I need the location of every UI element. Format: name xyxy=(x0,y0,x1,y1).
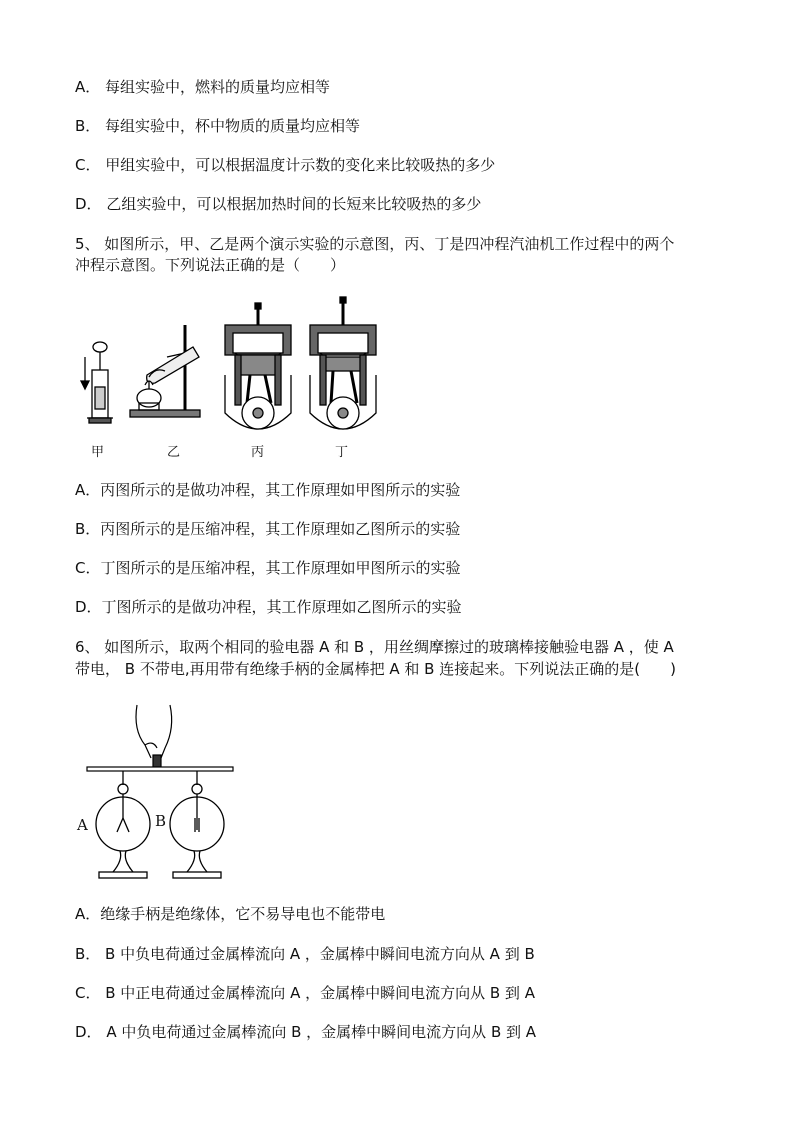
q6-stem-line2: 带电， B 不带电,再用带有绝缘手柄的金属棒把 A 和 B 连接起来。下列说法正确的是( ) xyxy=(75,660,676,678)
q5-stem-line2: 冲程示意图。下列说法正确的是（ ） xyxy=(75,256,346,274)
q4-option-b: B． 每组实验中，杯中物质的质量均应相等 xyxy=(75,117,361,135)
q6-stem-line1: 6、 如图所示，取两个相同的验电器 A 和 B ，用丝绸摩擦过的玻璃棒接触验电器 A ，使 A xyxy=(75,638,674,656)
q4-option-c: C． 甲组实验中，可以根据温度计示数的变化来比较吸热的多少 xyxy=(75,156,496,174)
electroscope-b-illustration xyxy=(170,771,224,878)
q5-figure xyxy=(75,295,395,460)
figure-label-yi: 乙 xyxy=(167,445,181,460)
figure-label-ding: 丁 xyxy=(335,445,349,460)
q6-figure xyxy=(75,700,245,885)
q4-option-d: D． 乙组实验中，可以根据加热时间的长短来比较吸热的多少 xyxy=(75,195,482,213)
electroscope-a-illustration xyxy=(96,771,150,878)
q5-option-c: C．丁图所示的是压缩冲程，其工作原理如甲图所示的实验 xyxy=(75,559,461,577)
q6-option-b: B． B 中负电荷通过金属棒流向 A ，金属棒中瞬间电流方向从 A 到 B xyxy=(75,945,535,963)
figure-label-jia: 甲 xyxy=(91,445,105,460)
q6-option-a: A．绝缘手柄是绝缘体，它不易导电也不能带电 xyxy=(75,905,386,923)
engine-stroke-d-illustration xyxy=(310,297,376,429)
q5-option-a: A．丙图所示的是做功冲程，其工作原理如甲图所示的实验 xyxy=(75,481,461,499)
metal-rod-illustration xyxy=(87,767,233,771)
q5-stem-line1: 5、 如图所示，甲、乙是两个演示实验的示意图，丙、丁是四冲程汽油机工作过程中的两个 xyxy=(75,235,675,253)
q6-figure-drawing xyxy=(75,700,245,885)
q5-figure-drawing xyxy=(75,295,395,460)
q5-option-b: B．丙图所示的是压缩冲程，其工作原理如乙图所示的实验 xyxy=(75,520,461,538)
electroscope-label-b: B xyxy=(155,812,167,830)
q6-option-d: D． A 中负电荷通过金属棒流向 B ，金属棒中瞬间电流方向从 B 到 A xyxy=(75,1023,537,1041)
q5-option-d: D．丁图所示的是做功冲程，其工作原理如乙图所示的实验 xyxy=(75,598,462,616)
q4-option-a: A． 每组实验中，燃料的质量均应相等 xyxy=(75,78,331,96)
hand-holding-rod-illustration xyxy=(136,705,172,767)
piston-pump-illustration xyxy=(81,342,113,423)
test-tube-stand-illustration xyxy=(130,325,200,417)
q6-option-c: C． B 中正电荷通过金属棒流向 A ，金属棒中瞬间电流方向从 B 到 A xyxy=(75,984,535,1002)
figure-label-bing: 丙 xyxy=(251,445,265,460)
engine-stroke-c-illustration xyxy=(225,303,291,429)
electroscope-label-a: A xyxy=(77,816,88,834)
